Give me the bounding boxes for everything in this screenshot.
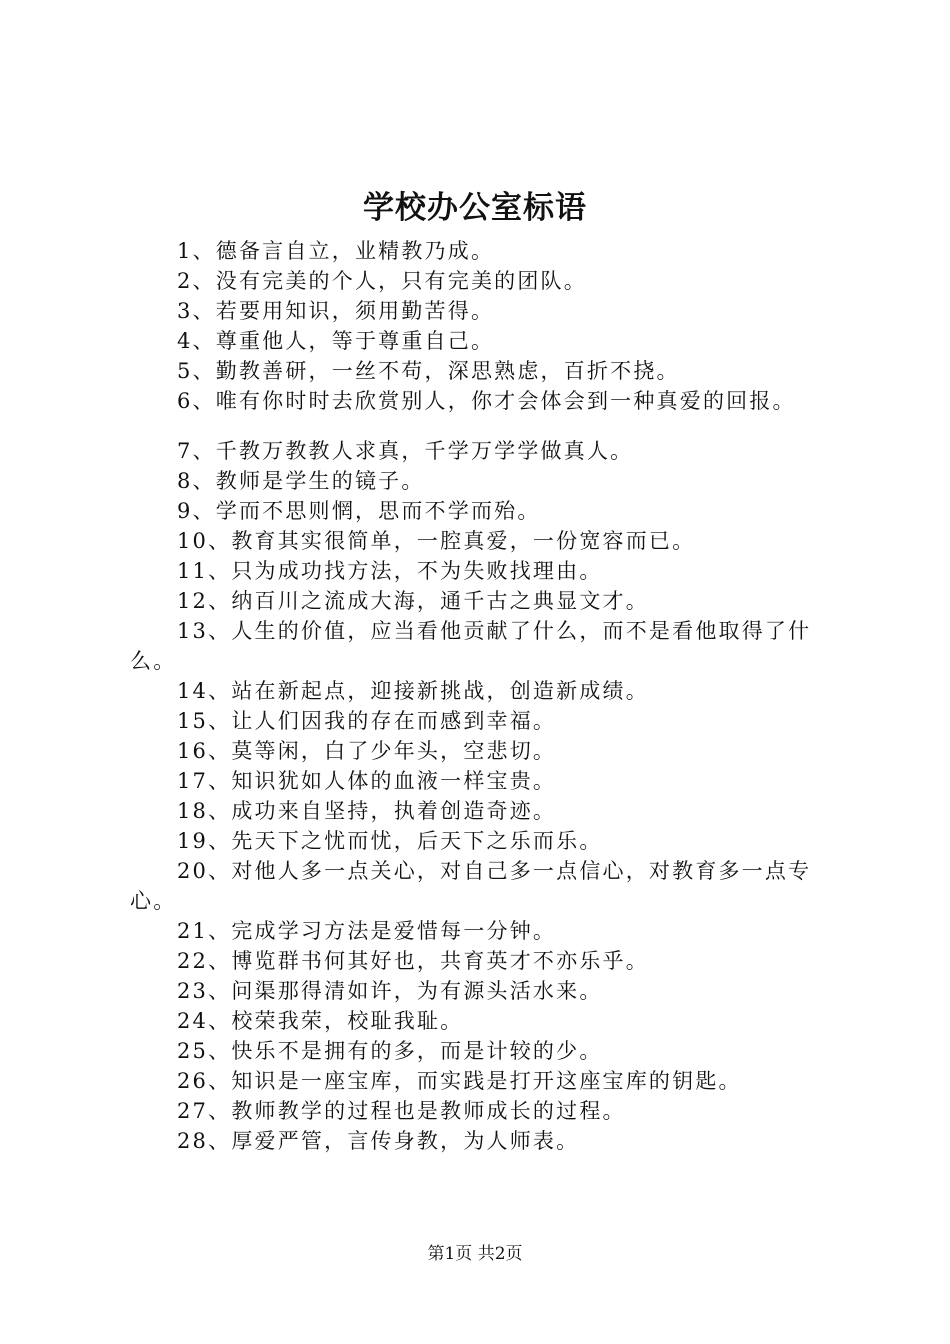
list-item: 27、教师教学的过程也是教师成长的过程。 [177, 1099, 626, 1123]
list-item: 11、只为成功找方法，不为失败找理由。 [177, 559, 603, 583]
document-title: 学校办公室标语 [363, 190, 587, 226]
list-item: 18、成功来自坚持，执着创造奇迹。 [177, 799, 557, 823]
list-item: 19、先天下之忧而忧，后天下之乐而乐。 [177, 829, 603, 853]
list-item: 5、勤教善研，一丝不苟，深思熟虑，百折不挠。 [177, 359, 680, 383]
list-item: 25、快乐不是拥有的多，而是计较的少。 [177, 1039, 603, 1063]
list-item: 16、莫等闲，白了少年头，空悲切。 [177, 739, 557, 763]
list-item: 28、厚爱严管，言传身教，为人师表。 [177, 1129, 580, 1153]
list-item: 17、知识犹如人体的血液一样宝贵。 [177, 769, 557, 793]
list-item: 23、问渠那得清如许，为有源头活水来。 [177, 979, 603, 1003]
list-item: 14、站在新起点，迎接新挑战，创造新成绩。 [177, 679, 649, 703]
list-item: 2、没有完美的个人，只有完美的团队。 [177, 269, 587, 293]
list-item: 10、教育其实很简单，一腔真爱，一份宽容而已。 [177, 529, 696, 553]
list-item: 24、校荣我荣，校耻我耻。 [177, 1009, 464, 1033]
list-item: 20、对他人多一点关心，对自己多一点信心，对教育多一点专心。 [130, 859, 812, 913]
list-item: 8、教师是学生的镜子。 [177, 469, 425, 493]
list-item: 3、若要用知识，须用勤苦得。 [177, 299, 495, 323]
list-item: 12、纳百川之流成大海，通千古之典显文才。 [177, 589, 649, 613]
list-item: 4、尊重他人，等于尊重自己。 [177, 329, 495, 353]
list-item: 1、德备言自立，业精教乃成。 [177, 239, 495, 263]
slogan-list [130, 236, 835, 1156]
list-item: 22、博览群书何其好也，共育英才不亦乐乎。 [177, 949, 649, 973]
list-item: 6、唯有你时时去欣赏别人，你才会体会到一种真爱的回报。 [177, 389, 796, 413]
list-item: 13、人生的价值，应当看他贡献了什么，而不是看他取得了什么。 [130, 619, 812, 673]
list-item: 15、让人们因我的存在而感到幸福。 [177, 709, 557, 733]
page-footer: 第1页 共2页 [427, 1244, 523, 1264]
list-item: 7、千教万教教人求真，千学万学学做真人。 [177, 439, 634, 463]
list-item: 26、知识是一座宝库，而实践是打开这座宝库的钥匙。 [177, 1069, 742, 1093]
list-item: 21、完成学习方法是爱惜每一分钟。 [177, 919, 557, 943]
list-item: 9、学而不思则惘，思而不学而殆。 [177, 499, 541, 523]
